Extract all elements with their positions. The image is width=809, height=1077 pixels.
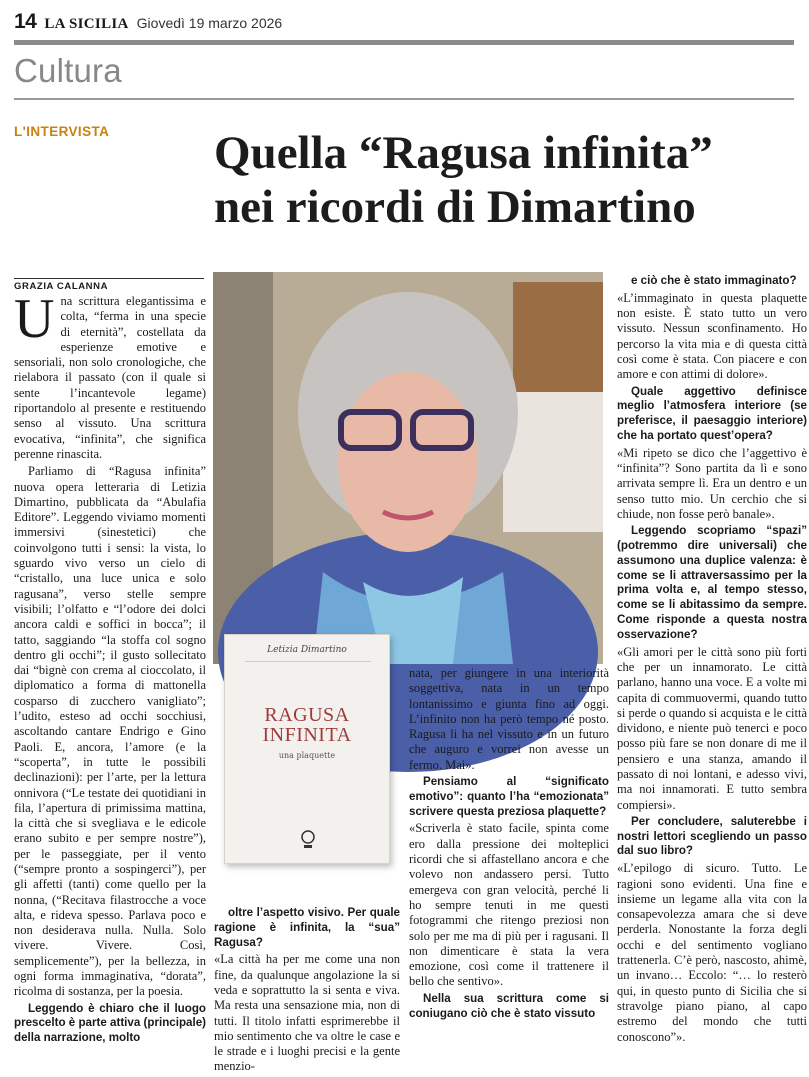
section-divider [14, 98, 794, 100]
article-byline: GRAZIA CALANNA [14, 278, 204, 292]
portrait-illustration [213, 272, 603, 664]
interview-answer: «Gli amori per le città sono più forti che per un innamorato. Le città parlano, hanno una voce. E a volte mi capita di commuovermi, quando tutto si perde o quando si acquista e le città dividono, e niente può tenerci e poco posso più fare se non donare di me il pensiero e una stanza, amando il passato di noi lontani, e adesso vivi, ma noi innamorati. E tutto sembra compiersi». [617, 644, 807, 812]
book-cover [224, 634, 390, 864]
interview-question: Quale aggettivo definisce meglio l’atmosfera interiore (se preferisce, il paesaggio interiore) che ha portato quest’opera? [617, 384, 807, 442]
lead-text: na scrittura elegantissima e colta, “ferma in una specie di eternità”, costellata da esperienze emotive e sensoriali, non solo cronologiche, che rielabora il passato (con il quale si sente l’incantevole legame) riportandolo al presente e restituendo senso al vissuto. Una scrittura evocativa, “infinita”, che significa perenne rinascita. [14, 294, 206, 461]
lead-paragraph [14, 288, 206, 462]
interview-answer: «La città ha per me come una non fine, da qualunque angolazione la si veda e soprattutto la si senta e viva. Ma resta una sensazione mia, non di tutti. Il titolo infatti esprimerebbe il mio sentimento che va oltre le case e le strade e i luoghi precisi e la gente menzio- [214, 952, 400, 1074]
interview-question: Per concludere, saluterebbe i nostri lettori scegliendo un passo dal suo libro? [617, 814, 807, 858]
interview-answer: «Scriverla è stato facile, spinta come ero dalla pressione dei molteplici ricordi che si affastellano ancora e che volevo non andassero persi. Tutto emergeva con gran velocità, perché li ho sempre tenuti in me questi fotogrammi che ritengo preziosi non solo per me ma di più per i ragusani. Il non dimenticare è stata la vera emozione, così come il trattenere il bello che sentivo». [409, 821, 609, 989]
drop-cap: U [14, 288, 55, 350]
article-column-1 [14, 288, 207, 1048]
newspaper-name: LA SICILIA [44, 16, 129, 32]
article-kicker: L'INTERVISTA [14, 124, 110, 139]
page-number: 14 [14, 10, 37, 33]
section-title: Cultura [14, 52, 122, 89]
interview-question: e ciò che è stato immaginato? [631, 274, 797, 287]
interview-question: Pensiamo al “significato emotivo”: quanto l’ha “emozionata” scrivere questa preziosa plaquette? [409, 775, 609, 818]
book-title-line-1: RAGUSA [264, 704, 350, 726]
interview-answer: nata, per giungere in una interiorità soggettiva, nata in un tempo lontanissimo e giunta fino ad oggi. L’infinito non ha però tempo né posto. Ragusa li ha nel vissuto e in un futuro che auguro e vorrei non avesse un fermo. Mai». [409, 666, 609, 772]
interview-answer: «Mi ripeto se dico che l’aggettivo è “infinita”? Sono partita da lì e sono arrivata sempre lì. Era un dentro e un senso tutto mio. Un cerchio che si chiude, non fosse però banale». [617, 445, 807, 521]
interview-question: Leggendo è chiaro che il luogo prescelto è parte attiva (principale) della narrazione, molto [14, 1001, 207, 1045]
book-author: Letizia Dimartino [267, 645, 347, 655]
book-title-line-2: INFINITA [262, 724, 352, 746]
article-headline [214, 126, 804, 234]
author-portrait-photo [213, 272, 603, 664]
publication-date: Giovedì 19 marzo 2026 [136, 15, 283, 31]
article-column-4 [617, 274, 807, 1047]
article-column-3 [409, 666, 609, 1023]
interview-answer: «L’immaginato in questa plaquette non esiste. È stato tutto un vero vissuto. Nessun sconfinamento. Ho percorso la vita mia e di questa città così come è stata. Con piacere e con amore e con attimi di dolore». [617, 290, 807, 382]
interview-question: oltre l’aspetto visivo. Per quale ragione è infinita, la “sua” Ragusa? [214, 906, 400, 949]
book-cover-rule [245, 661, 371, 662]
book-title [225, 705, 389, 745]
headline-line-1: Quella “Ragusa infinita” [214, 127, 713, 179]
book-subtitle: una plaquette [278, 751, 336, 760]
publisher-logo-icon [299, 829, 317, 851]
body-paragraph: Parliamo di “Ragusa infinita” nuova opera letteraria di Letizia Dimartino, pubblicata da “Abulafia Editore”. Leggendo viviamo momenti immersivi (sinestetici) che coinvolgono tutti i sensi: la vista, lo sguardo vivo verso un cielo di “cristallo, una luce unica e solo ragusana”, verso stelle sempre visibili; l’olfatto e “l’odore dei dolci ancora caldi e soffici in bocca”; il tatto, saggiando “la stoffa col sogno dentro gli occhi”; il gusto sollecitato dai “bignè con crema al cioccolato, il diplomatico a forma di mattonella cosparso di zucchero vanigliato”; l’udito, esteso ad occhi socchiusi, ascoltando cantare Endrigo e Gino Paoli. E, ancora, l’amore (e la “scoperta”, in tutte le possibili declinazioni): per l’arte, per la lettura onnivora (“Le testate dei quotidiani in fila, l’apertura di primissima mattina, la città che si svegliava e le edicole erano subito e per sempre nostre”), per le passeggiate, per il vento (“sempre pronto a sospingerci”), per gli affetti (tanti) come quello per la nonna, (“Recitava filastrocche a voce alta, e rideva spesso. Parlava poco e non desiderava nulla. Nulla. Solo vivere. Vivere. Così, semplicemente”), per la bellezza, in ogni forma immaginativa, “dorata”, ricolma di sostanza, per la poesia. [14, 464, 206, 999]
interview-answer: «L’epilogo di sicuro. Tutto. Le ragioni sono evidenti. Una fine e insieme un legame alla vita con la consapevolezza amara che si deve perderla. Nonostante la forza degli occhi e del sentimento vogliano trattenerla. C’è però, nascosto, ahimè, un invano… Eccolo: “… lo resterò qui, in questo punto di Sicilia che si stravolge piano piano, al capo estremo del mondo che tutti conoscono”». [617, 861, 807, 1044]
interview-question: Leggendo scopriamo “spazi” (potremmo dire universali) che assumono una duplice valenza: è come se li attraversassimo per la prima volta e, al tempo stesso, come se li abitassimo da sempre. Come risponde a questa nostra osservazione? [617, 524, 807, 641]
headline-line-2: nei ricordi di Dimartino [214, 181, 696, 233]
interview-question: Nella sua scrittura come si coniugano ciò che è stato vissuto [409, 991, 609, 1020]
article-column-2 [214, 906, 400, 1077]
header-divider [14, 40, 794, 45]
masthead [14, 10, 794, 34]
